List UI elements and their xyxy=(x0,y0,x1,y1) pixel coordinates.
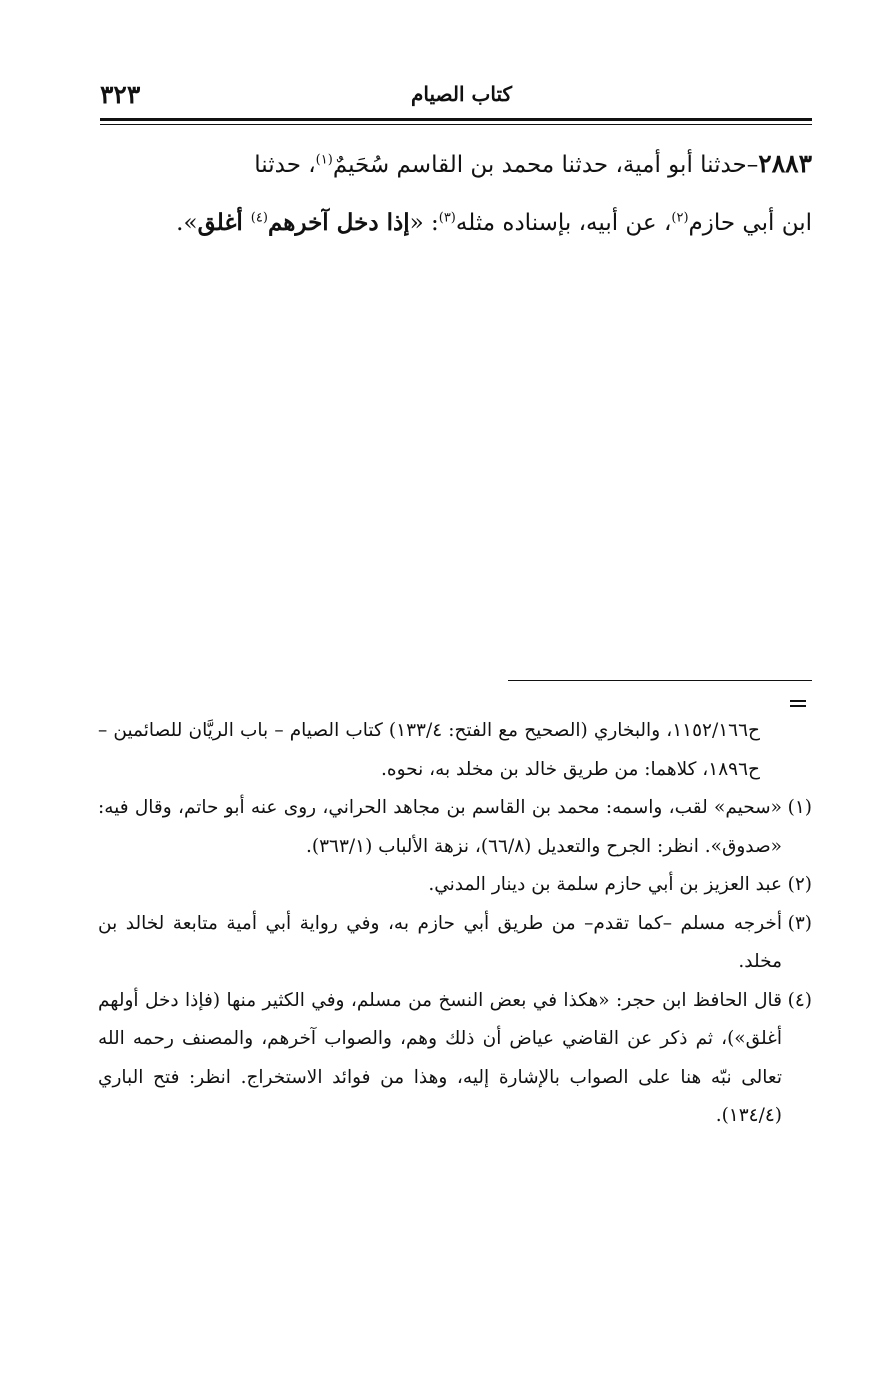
footnote-ref-4: (٤) xyxy=(250,210,268,226)
hadith-text-part: : xyxy=(423,210,439,236)
footnotes xyxy=(98,712,812,1136)
footnote-text: أخرجه مسلم –كما تقدم– من طريق أبي حازم به، وفي رواية أبي أمية متابعة لخالد بن مخلد. xyxy=(98,912,782,972)
book-title: كتاب الصيام xyxy=(411,82,512,106)
footnote-text: «سحيم» لقب، واسمه: محمد بن القاسم بن مجاهد الحراني، روى عنه أبو حاتم، وقال فيه: «صدوق». انظر: الجرح والتعديل (٦٦/٨)، نزهة الألباب (٣٦٣/١). xyxy=(98,797,782,857)
page-header xyxy=(100,78,812,118)
footnote-2 xyxy=(98,866,812,905)
quote-bold: إذا دخل آخرهم xyxy=(267,209,410,236)
footnote-number: (١) xyxy=(787,797,812,818)
quote-close: ». xyxy=(176,210,198,236)
footnote-separator xyxy=(508,680,812,681)
footnote-number: (٤) xyxy=(787,989,812,1011)
hadith-line-2 xyxy=(98,194,812,252)
header-rule-thick xyxy=(100,118,812,121)
hadith-text xyxy=(98,135,812,252)
footnote-number: (٣) xyxy=(787,912,812,934)
footnote-number: (٢) xyxy=(787,874,812,895)
hadith-text-part: –حدثنا أبو أمية، حدثنا محمد بن القاسم سُحَيمٌ xyxy=(332,152,759,178)
footnote-1 xyxy=(98,789,812,866)
hadith-text-part: ، حدثنا xyxy=(254,152,316,178)
footnote-ref-1: (١) xyxy=(315,152,333,168)
footnote-4 xyxy=(98,982,812,1136)
footnote-ref-3: (٣) xyxy=(438,210,456,226)
footnote-ref-2: (٢) xyxy=(671,210,689,226)
hadith-text-part: ، عن أبيه، بإسناده مثله xyxy=(455,210,672,236)
footnote-continuation-line: الريَّان للصائمين – ح١٨٩٦، كلاهما: من طريق خالد بن مخلد به، نحوه. xyxy=(98,720,760,780)
quote-bold: أغلق xyxy=(197,209,251,236)
footnote-continuation xyxy=(98,712,812,789)
footnote-continuation-line: ح١١٥٢/١٦٦، والبخاري (الصحيح مع الفتح: ١٣٣/٤) كتاب الصيام – باب xyxy=(239,720,760,741)
hadith-text-part: ابن أبي حازم xyxy=(688,210,812,236)
continuation-mark xyxy=(790,700,806,712)
hadith-number: ٢٨٨٣ xyxy=(758,149,812,178)
quote-open: « xyxy=(409,210,424,236)
footnote-text: عبد العزيز بن أبي حازم سلمة بن دينار المدني. xyxy=(428,874,782,895)
footnote-3 xyxy=(98,905,812,982)
footnote-text: قال الحافظ ابن حجر: «هكذا في بعض النسخ من مسلم، وفي الكثير منها (فإذا دخل أولهم أغلق»)، ثم ذكر عن القاضي عياض أن ذلك وهم، والصواب آخرهم، والمصنف رحمه الله تعالى نبّه هنا على الصواب بالإشارة إليه، وهذا من فوائد الاستخراج. انظر: فتح الباري (١٣٤/٤). xyxy=(98,989,782,1126)
hadith-line-1 xyxy=(98,135,812,194)
page-number: ٣٢٣ xyxy=(100,80,141,109)
header-rule-thin xyxy=(100,124,812,125)
